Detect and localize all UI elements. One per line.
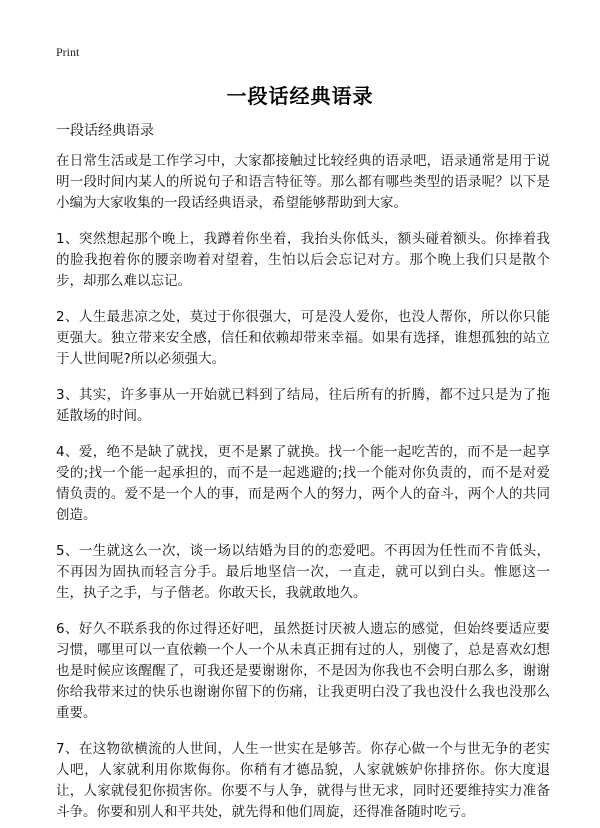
quote-paragraph-5: 5、一生就这么一次，谈一场以结婚为目的的恋爱吧。不再因为任性而不肯低头，不再因为固执而轻言分手。最后地坚信一次，一直走，就可以到白头。惟愿这一生，执子之手，与子偕老。你敢天长，我就敢地久。 bbox=[56, 543, 550, 601]
section-subtitle: 一段话经典语录 bbox=[56, 123, 154, 139]
page-title: 一段话经典语录 bbox=[226, 84, 374, 108]
quote-paragraph-7: 7、在这物欲横流的人世间，人生一世实在是够苦。你存心做一个与世无争的老实人吧，人家就利用你欺侮你。你稍有才德品貌，人家就嫉妒你排挤你。你大度退让，人家就侵犯你损害你。你要不与人争，就得与世无求，同时还要维持实力准备斗争。你要和别人和平共处，就先得和他们周旋，还得准备随时吃亏。 bbox=[56, 741, 550, 820]
quote-paragraph-4: 4、爱，绝不是缺了就找，更不是累了就换。找一个能一起吃苦的，而不是一起享受的;找一个能一起承担的，而不是一起逃避的;找一个能对你负责的，而不是对爱情负责的。爱不是一个人的事，而是两个人的努力，两个人的奋斗，两个人的共同创造。 bbox=[56, 444, 550, 523]
quote-paragraph-6: 6、好久不联系我的你过得还好吧，虽然挺讨厌被人遗忘的感觉，但始终要适应要习惯，哪里可以一直依赖一个人一个从未真正拥有过的人，别傻了，总是喜欢幻想也是时候应该醒醒了，可我还是要谢谢你，不是因为你我也不会明白那么多，谢谢你给我带来过的快乐也谢谢你留下的伤痛，让我更明白没了我也没什么我也没那么重要。 bbox=[56, 621, 550, 721]
quote-paragraph-1: 1、突然想起那个晚上，我蹲着你坐着，我抬头你低头，额头碰着额头。你捧着我的脸我抱着你的腰亲吻着对望着，生怕以后会忘记对方。那个晚上我们只是散个步，却那么难以忘记。 bbox=[56, 231, 550, 289]
quote-paragraph-3: 3、其实，许多事从一开始就已料到了结局，往后所有的折腾，都不过只是为了拖延散场的时间。 bbox=[56, 387, 550, 424]
print-label[interactable]: Print bbox=[56, 45, 80, 59]
document-body bbox=[56, 151, 550, 828]
quote-paragraph-2: 2、人生最悲凉之处，莫过于你很强大，可是没人爱你，也没人帮你，所以你只能更强大。独立带来安全感，信任和依赖却带来幸福。如果有选择，谁想孤独的站立于人世间呢?所以必须强大。 bbox=[56, 309, 550, 367]
intro-paragraph: 在日常生活或是工作学习中，大家都接触过比较经典的语录吧，语录通常是用于说明一段时间内某人的所说句子和语言特征等。那么都有哪些类型的语录呢？以下是小编为大家收集的一段话经典语录，希望能够帮助到大家。 bbox=[56, 153, 550, 211]
